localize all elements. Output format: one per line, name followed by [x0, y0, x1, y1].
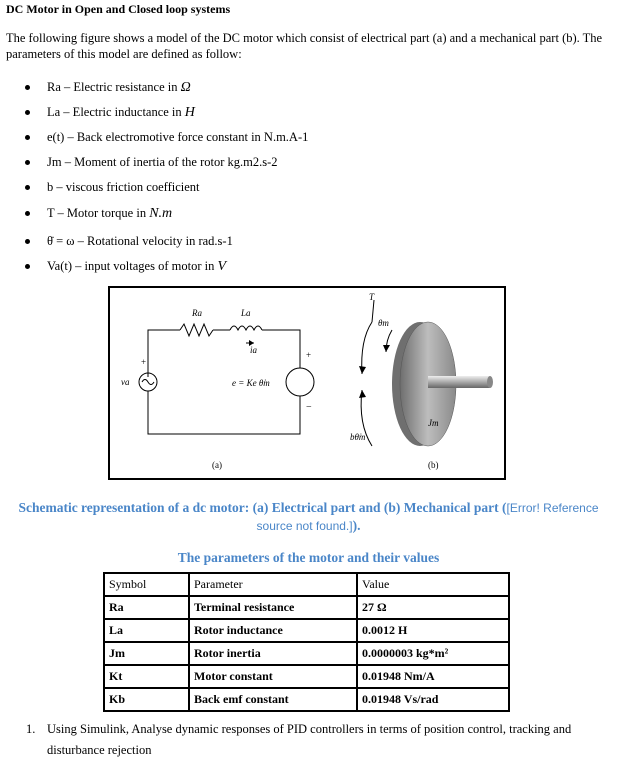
- svg-text:La: La: [241, 308, 251, 318]
- bullet-icon: [25, 160, 30, 165]
- bullet-icon: [25, 135, 30, 140]
- cell-symbol: Ra: [104, 596, 189, 619]
- question-number: 1.: [26, 722, 36, 736]
- svg-text:(b): (b): [428, 460, 439, 470]
- svg-text:va: va: [121, 377, 130, 387]
- svg-text:Jm: Jm: [428, 418, 439, 428]
- bullet-icon: [25, 239, 30, 244]
- bullet-icon: [25, 110, 30, 115]
- intro-paragraph: The following figure shows a model of the DC motor which consist of electrical part (a) and a mechanical part (b). The parameters of this model are defined as follow:: [6, 31, 603, 61]
- cell-value: 0.01948 Nm/A: [357, 665, 509, 688]
- cell-value: 0.0012 H: [357, 619, 509, 642]
- cell-parameter: Back emf constant: [189, 688, 357, 711]
- bullet-icon: [25, 211, 30, 216]
- svg-text:+: +: [306, 350, 312, 360]
- table-header-row: [104, 573, 509, 596]
- header-parameter: Parameter: [189, 573, 357, 596]
- svg-text:−: −: [306, 402, 312, 413]
- cell-symbol: Kb: [104, 688, 189, 711]
- table-row: [104, 596, 509, 619]
- cell-parameter: Rotor inductance: [189, 619, 357, 642]
- svg-text:(a): (a): [212, 460, 222, 470]
- svg-text:bθ̇m: bθ̇m: [350, 432, 366, 442]
- svg-text:e = Ke θ̇m: e = Ke θ̇m: [232, 378, 270, 388]
- cell-symbol: Kt: [104, 665, 189, 688]
- table-row: [104, 619, 509, 642]
- svg-text:θm: θm: [378, 318, 389, 328]
- svg-text:+: +: [141, 357, 147, 367]
- cell-parameter: Rotor inertia: [189, 642, 357, 665]
- cell-value: 0.01948 Vs/rad: [357, 688, 509, 711]
- header-value: Value: [357, 573, 509, 596]
- header-symbol: Symbol: [104, 573, 189, 596]
- bullet-icon: [25, 185, 30, 190]
- motor-figure: [108, 286, 506, 480]
- table-row: [104, 665, 509, 688]
- svg-text:Ra: Ra: [192, 308, 202, 318]
- cell-value: 27 Ω: [357, 596, 509, 619]
- cell-parameter: Motor constant: [189, 665, 357, 688]
- bullet-icon: [25, 85, 30, 90]
- table-title: The parameters of the motor and their values: [177, 550, 440, 565]
- svg-text:ia: ia: [250, 345, 258, 355]
- motor-schematic: [110, 288, 504, 478]
- cell-symbol: Jm: [104, 642, 189, 665]
- table-row: [104, 688, 509, 711]
- cell-symbol: La: [104, 619, 189, 642]
- table-row: [104, 642, 509, 665]
- parameters-table: [103, 572, 510, 712]
- page-title: DC Motor in Open and Closed loop systems: [6, 2, 231, 16]
- question-text: Using Simulink, Analyse dynamic responses of PID controllers in terms of position control, tracking and disturbance rejection: [47, 722, 572, 757]
- cell-value: 0.0000003 kg*m²: [357, 642, 509, 665]
- figure-caption: Schematic representation of a dc motor: (a) Electrical part and (b) Mechanical part ([Error! Reference source not found.]).: [18, 500, 599, 533]
- cell-parameter: Terminal resistance: [189, 596, 357, 619]
- reference-error: [Error! Reference source not found.]: [256, 501, 599, 533]
- bullet-icon: [25, 264, 30, 269]
- svg-text:T: T: [369, 292, 375, 302]
